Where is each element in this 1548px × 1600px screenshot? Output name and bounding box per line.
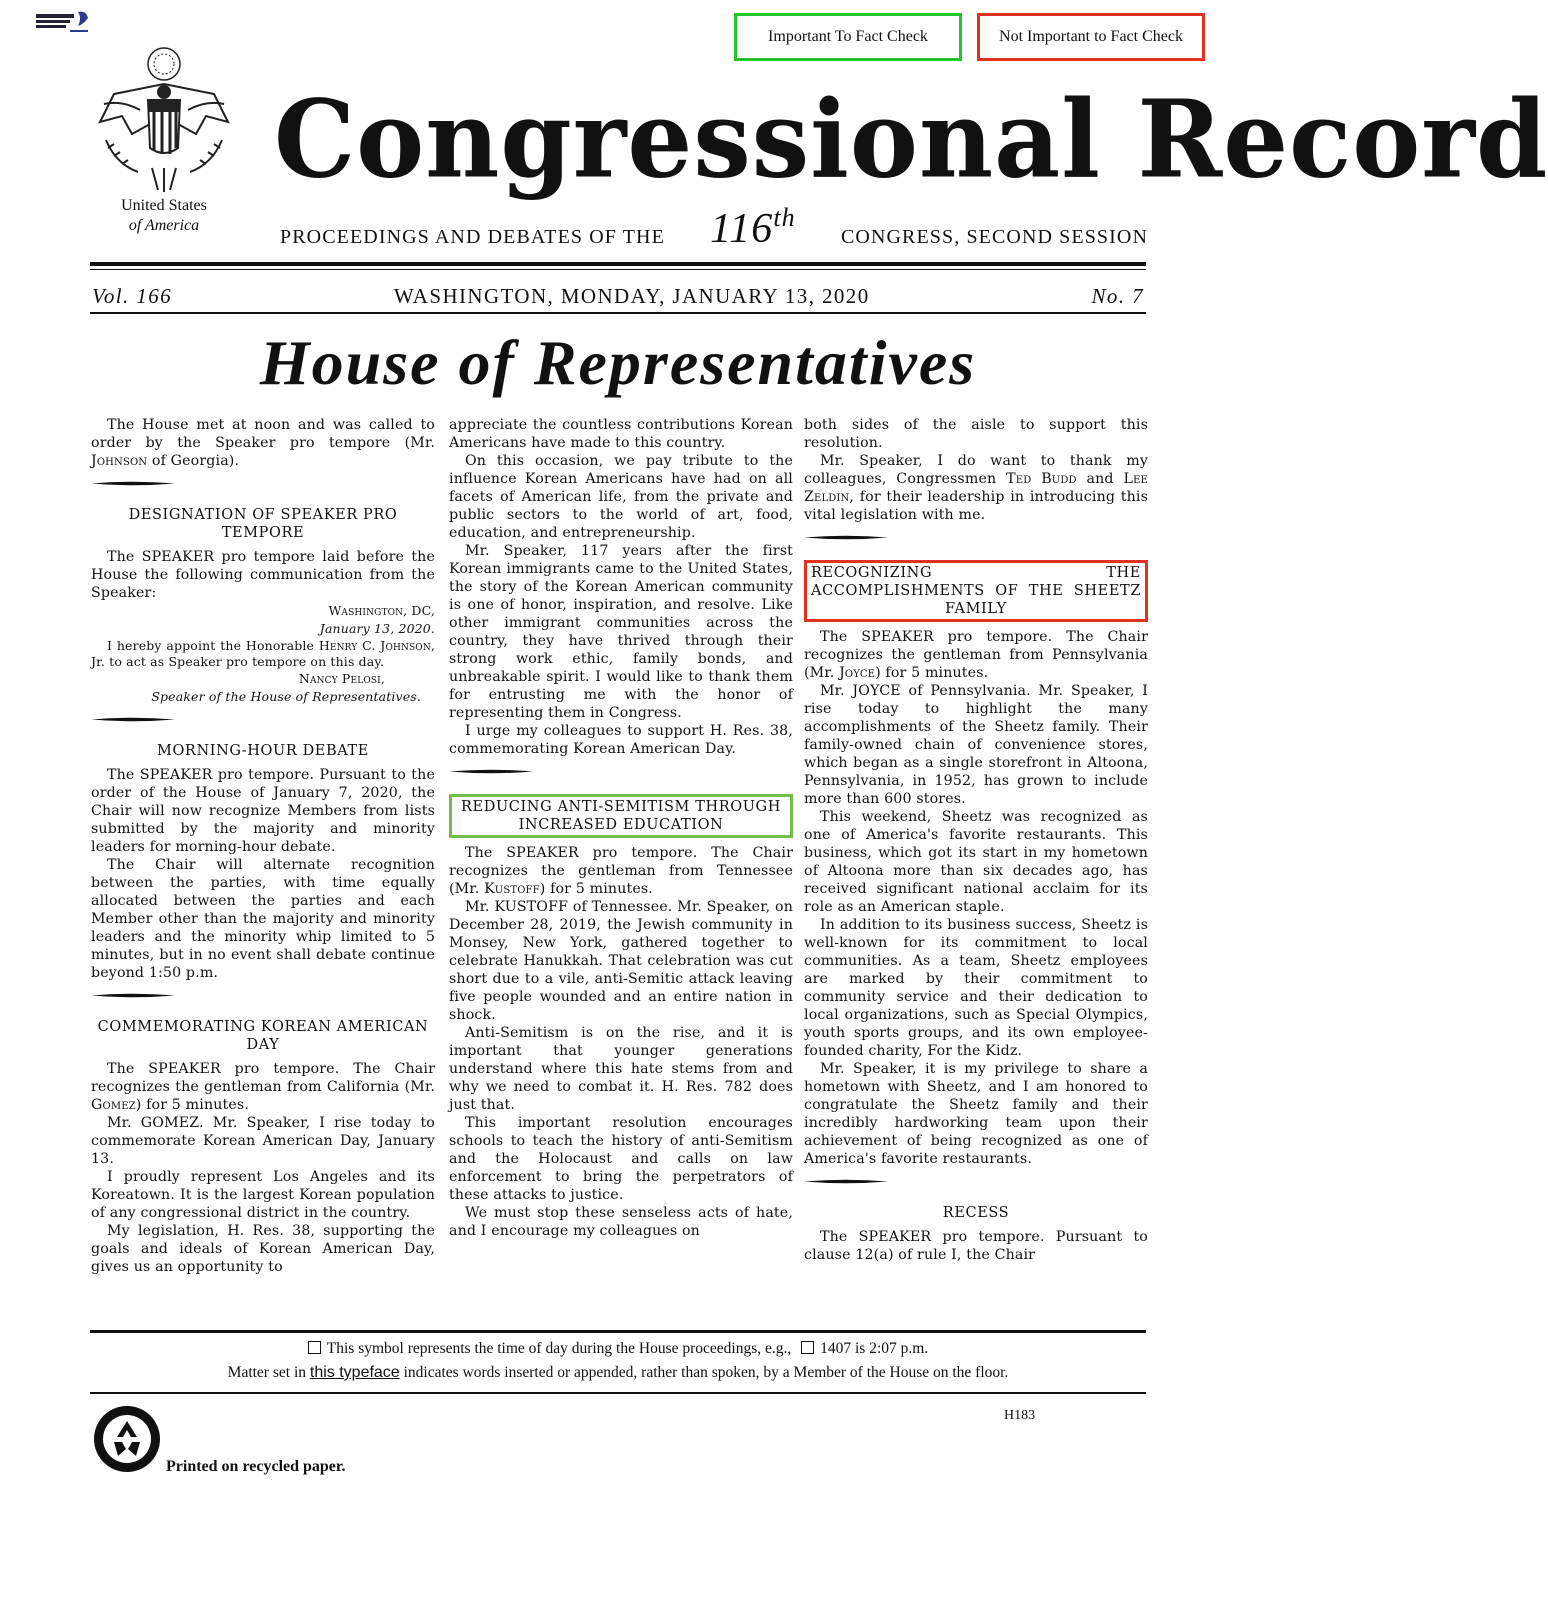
ordinal-number: 116 xyxy=(710,206,774,252)
sheetz-paragraph-5: Mr. Speaker, it is my privilege to share a hometown with Sheetz, and I am honored to congratulate the Sheetz family and their incredibly hardworking team upon their achievement of being recognized as one of America's favorite restaurants. xyxy=(804,1061,1148,1167)
anti-paragraph-1: The SPEAKER pro tempore. The Chair recognizes the gentleman from Tennessee (Mr. Kustoff) for 5 minutes. xyxy=(449,845,793,897)
anti-paragraph-7: Mr. Speaker, I do want to thank my colleagues, Congressmen Ted Budd and Lee Zeldin, for their leadership in introducing this vital legislation with me. xyxy=(804,453,1148,523)
legend-important-label: Important To Fact Check xyxy=(768,28,928,45)
congress-ordinal xyxy=(710,198,796,252)
heading-sheetz: RECOGNIZING THE ACCOMPLISHMENTS OF THE SHEETZ FAMILY xyxy=(804,560,1148,622)
time-box-icon xyxy=(308,1341,321,1354)
section-separator xyxy=(91,992,175,999)
symbol-footnote: This symbol represents the time of day during the House proceedings, e.g., 1407 is 2:07 p.m. xyxy=(90,1340,1146,1358)
korean-paragraph-6: On this occasion, we pay tribute to the influence Korean Americans have had on all facets of American life, from the private and public sectors to the world of art, food, education, and entrepreneurship. xyxy=(449,453,793,541)
time-box-icon xyxy=(801,1341,814,1354)
typeface-sample: this typeface xyxy=(309,1364,400,1381)
seal-caption-line2: of America xyxy=(128,217,200,234)
anti-paragraph-6: both sides of the aisle to support this resolution. xyxy=(804,417,1148,451)
heading-designation: DESIGNATION OF SPEAKER PRO TEMPORE xyxy=(128,507,398,541)
letter-signer: Nancy Pelosi, xyxy=(298,671,385,686)
section-separator xyxy=(91,716,175,723)
anti-paragraph-2: Mr. KUSTOFF of Tennessee. Mr. Speaker, on December 28, 2019, the Jewish community in Monsey, New York, gathered together to celebrate Hanukkah. That celebration was cut short due to a vile, anti-Semitic attack leaving five people wounded and an entire nation in shock. xyxy=(449,899,793,1023)
masthead-rule-thick xyxy=(90,262,1146,266)
column-3 xyxy=(804,416,1148,1264)
ordinal-suffix: th xyxy=(773,203,796,232)
korean-paragraph-1: The SPEAKER pro tempore. The Chair recognizes the gentleman from California (Mr. Gomez) for 5 minutes. xyxy=(91,1061,435,1113)
footer-rule-bottom xyxy=(90,1392,1146,1394)
section-separator xyxy=(91,480,175,487)
sheetz-paragraph-3: This weekend, Sheetz was recognized as one of America's favorite restaurants. This business, which got its start in my hometown of Altoona more than six decades ago, has received significant national acclaim for its role as an American staple. xyxy=(804,809,1148,915)
issue-number: No. 7 xyxy=(1091,284,1144,308)
volume: Vol. 166 xyxy=(92,284,173,308)
letter-place: Washington, DC, January 13, 2020. xyxy=(319,603,435,636)
anti-paragraph-4: This important resolution encourages schools to teach the history of anti-Semitism and the Holocaust and calls on law enforcement to bring the perpetrators of these attacks to justice. xyxy=(449,1115,793,1203)
recycled-paper-note: Printed on recycled paper. xyxy=(166,1458,346,1475)
dateline-rule xyxy=(90,312,1146,314)
korean-paragraph-2: Mr. GOMEZ. Mr. Speaker, I rise today to commemorate Korean American Day, January 13. xyxy=(91,1115,435,1167)
masthead-title: Congressional Record xyxy=(274,77,1548,203)
recycle-icon xyxy=(92,1404,162,1474)
place-date: WASHINGTON, MONDAY, JANUARY 13, 2020 xyxy=(393,284,870,308)
anti-paragraph-5: We must stop these senseless acts of hate, and I encourage my colleagues on xyxy=(449,1205,793,1239)
dateline xyxy=(92,284,1144,309)
seal-caption xyxy=(100,196,228,236)
subhead-right: CONGRESS, SECOND SESSION xyxy=(840,226,1148,248)
gpo-logo-icon xyxy=(34,8,92,36)
column-1 xyxy=(91,416,435,1276)
great-seal-icon xyxy=(92,44,236,194)
masthead-rule-thin xyxy=(90,269,1146,270)
designation-paragraph: The SPEAKER pro tempore laid before the House the following communication from the Speaker: xyxy=(91,549,435,601)
korean-paragraph-8: I urge my colleagues to support H. Res. 38, commemorating Korean American Day. xyxy=(449,723,793,757)
masthead-subhead xyxy=(280,198,1148,252)
heading-anti-semitism: REDUCING ANTI-SEMITISM THROUGH INCREASED EDUCATION xyxy=(449,794,793,838)
subhead-left: PROCEEDINGS AND DEBATES OF THE xyxy=(280,226,665,248)
chamber-title: House of Representatives xyxy=(259,327,977,398)
opening-paragraph: The House met at noon and was called to order by the Speaker pro tempore (Mr. Johnson of Georgia). xyxy=(91,417,435,469)
section-separator xyxy=(804,1178,888,1185)
heading-recess: RECESS xyxy=(942,1205,1010,1221)
sheetz-paragraph-1: The SPEAKER pro tempore. The Chair recognizes the gentleman from Pennsylvania (Mr. Joyce) for 5 minutes. xyxy=(804,629,1148,681)
legend-not-important-box xyxy=(977,13,1205,61)
recess-paragraph-1: The SPEAKER pro tempore. Pursuant to clause 12(a) of rule I, the Chair xyxy=(804,1229,1148,1263)
page-number: H183 xyxy=(1004,1408,1036,1423)
section-separator xyxy=(804,534,888,541)
korean-paragraph-3: I proudly represent Los Angeles and its Koreatown. It is the largest Korean population of any congressional district in the country. xyxy=(91,1169,435,1221)
morning-paragraph-1: The SPEAKER pro tempore. Pursuant to the order of the House of January 7, 2020, the Chair will now recognize Members from lists submitted by the majority and minority leaders for morning-hour debate. xyxy=(91,767,435,855)
korean-paragraph-7: Mr. Speaker, 117 years after the first Korean immigrants came to the United States, the story of the Korean American community is one of honor, inspiration, and resolve. Like other immigrant communities across the country, they have thrived through their strong work ethic, family bonds, and unbreakable spirit. I would like to thank them for entrusting me with the honor of representing them in Congress. xyxy=(449,543,793,721)
korean-paragraph-4: My legislation, H. Res. 38, supporting the goals and ideals of Korean American Day, gives us an opportunity to xyxy=(91,1223,435,1275)
heading-morning-hour: MORNING-HOUR DEBATE xyxy=(157,743,369,759)
anti-paragraph-3: Anti-Semitism is on the rise, and it is important that younger generations understand where this hate stems from and why we need to combat it. H. Res. 782 does just that. xyxy=(449,1025,793,1113)
letter-body: I hereby appoint the Honorable Henry C. Johnson, Jr. to act as Speaker pro tempore on this day. xyxy=(91,638,435,669)
letter-signer-title: Speaker of the House of Representatives. xyxy=(151,689,421,704)
legend-important-box xyxy=(734,13,962,61)
morning-paragraph-2: The Chair will alternate recognition between the parties, with time equally allocated between the parties and each Member other than the majority and minority leaders and the minority whip limited to 5 minutes, but in no event shall debate continue beyond 1:50 p.m. xyxy=(91,857,435,981)
legend-not-important-label: Not Important to Fact Check xyxy=(999,28,1183,45)
sheetz-paragraph-2: Mr. JOYCE of Pennsylvania. Mr. Speaker, I rise today to highlight the many accomplishments of the Sheetz family. Their family-owned chain of convenience stores, which began as a single storefront in Altoona, Pennsylvania, in 1952, has grown to include more than 600 stores. xyxy=(804,683,1148,807)
column-2 xyxy=(449,416,793,1240)
footer-rule-top xyxy=(90,1330,1146,1333)
seal-caption-line1: United States xyxy=(121,197,207,214)
typeface-footnote: Matter set in this typeface indicates words inserted or appended, rather than spoken, by a Member of the House on the floor. xyxy=(227,1364,1009,1381)
sheetz-paragraph-4: In addition to its business success, Sheetz is well-known for its commitment to local communities. As a team, Sheetz employees are marked by their commitment to community service and their dedication to local organizations, such as Special Olympics, youth sports groups, and its own employee-founded charity, For the Kidz. xyxy=(804,917,1148,1059)
section-separator xyxy=(449,768,533,775)
heading-korean-american-day: COMMEMORATING KOREAN AMERICAN DAY xyxy=(97,1019,429,1053)
korean-paragraph-5: appreciate the countless contributions Korean Americans have made to this country. xyxy=(449,417,793,451)
